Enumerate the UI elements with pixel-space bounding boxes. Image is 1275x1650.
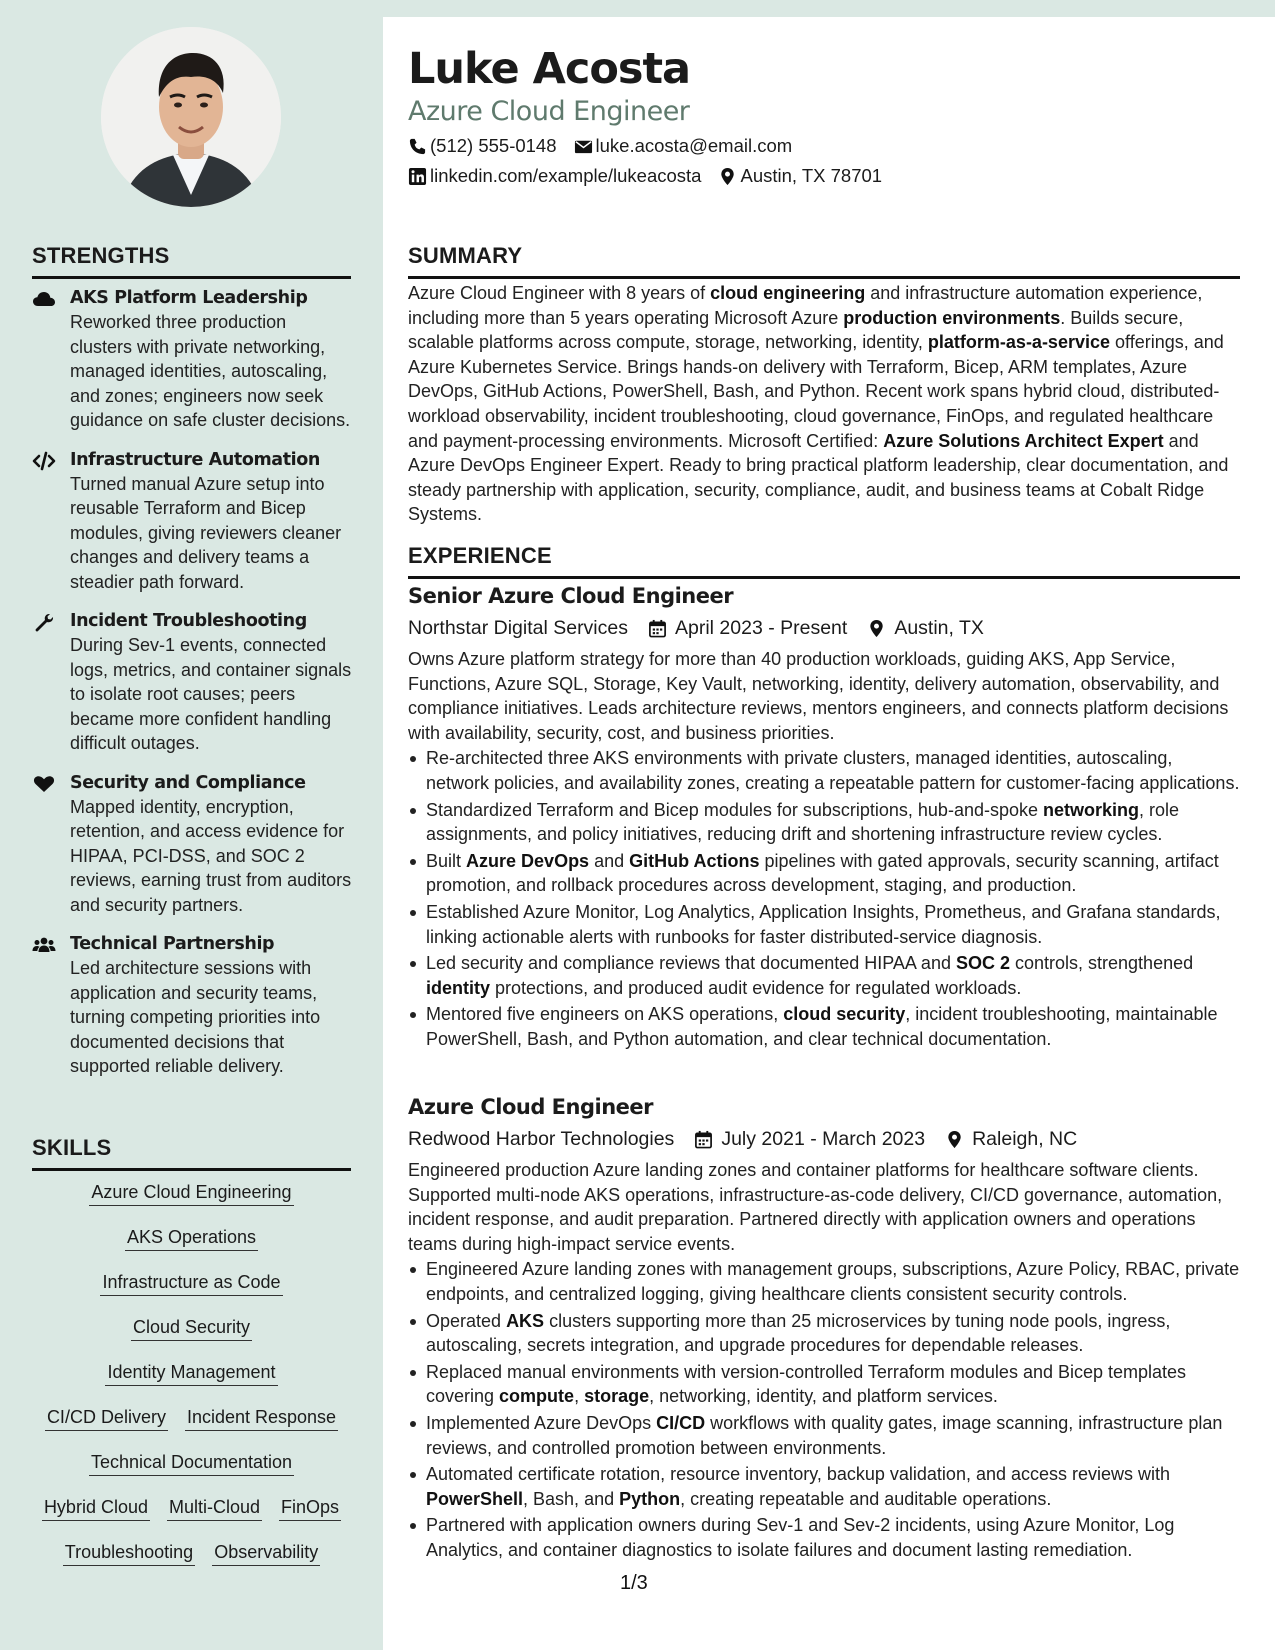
- skill-row: [32, 1180, 351, 1206]
- job-location: Raleigh, NC: [972, 1128, 1078, 1150]
- strength-title: Incident Troubleshooting: [70, 611, 307, 631]
- job-company: Northstar Digital Services: [408, 617, 628, 639]
- contact-row-2: [408, 164, 899, 188]
- location-contact: [718, 164, 882, 188]
- skill-tag: FinOps: [279, 1495, 341, 1521]
- skill-tag: Cloud Security: [131, 1315, 252, 1341]
- wrench-icon: [32, 612, 56, 632]
- strength-title: AKS Platform Leadership: [70, 288, 308, 308]
- job-title: Azure Cloud Engineer: [408, 1095, 653, 1119]
- skill-row: [32, 1495, 351, 1521]
- summary-heading: SUMMARY: [408, 243, 1240, 279]
- avatar: [101, 27, 281, 207]
- job-bullet: Engineered Azure landing zones with management groups, subscriptions, Azure Policy, RBAC, private endpoints, and centralized logging, giving healthcare clients consistent security controls.: [408, 1257, 1240, 1306]
- map-pin-icon: [867, 619, 886, 638]
- page-number: 1/3: [620, 1572, 648, 1594]
- skill-row: [32, 1315, 351, 1341]
- job-bullet: Replaced manual environments with version-controlled Terraform modules and Bicep templates covering compute, storage, networking, identity, and platform services.: [408, 1360, 1240, 1409]
- linkedin-contact: [408, 164, 701, 188]
- strength-title: Infrastructure Automation: [70, 449, 320, 470]
- strength-item: [32, 932, 352, 1079]
- strength-item: [32, 286, 352, 433]
- portrait-photo: [101, 27, 281, 207]
- skill-tag: Incident Response: [185, 1405, 338, 1431]
- strength-desc: Turned manual Azure setup into reusable Terraform and Bicep modules, giving reviewers cleaner changes and delivery teams a steadier path forward.: [70, 473, 342, 592]
- envelope-icon: [574, 137, 593, 156]
- candidate-role: Azure Cloud Engineer: [408, 96, 690, 127]
- job-meta: [408, 1124, 1240, 1154]
- calendar-icon: [694, 1130, 713, 1149]
- strength-desc: Led architecture sessions with application and security teams, turning competing priorities into documented decisions that supported reliable delivery.: [70, 958, 321, 1076]
- strengths-heading: STRENGTHS: [32, 243, 351, 279]
- job-bullet: Led security and compliance reviews that documented HIPAA and SOC 2 controls, strengthened identity protections, and produced audit evidence for regulated workloads.: [408, 951, 1240, 1000]
- linkedin-icon: [408, 167, 427, 186]
- email-text[interactable]: luke.acosta@email.com: [595, 135, 793, 156]
- email-contact: [574, 134, 793, 158]
- skill-tag: Technical Documentation: [89, 1450, 294, 1476]
- candidate-name: Luke Acosta: [408, 44, 691, 94]
- job-entry: [408, 581, 1240, 1054]
- strength-desc: During Sev-1 events, connected logs, metrics, and container signals to isolate root causes; peers became more confident handling difficult outages.: [70, 635, 352, 753]
- skill-tag: Multi-Cloud: [167, 1495, 262, 1521]
- job-bullet: Built Azure DevOps and GitHub Actions pipelines with gated approvals, security scanning, artifact promotion, and rollback procedures across development, staging, and production.: [408, 849, 1240, 898]
- phone-text[interactable]: (512) 555-0148: [430, 135, 557, 156]
- skill-row: [32, 1225, 351, 1251]
- job-bullet: Re-architected three AKS environments with private clusters, managed identities, autoscaling, network policies, and availability zones, creating a repeatable pattern for customer-facing applications.: [408, 746, 1240, 795]
- skill-tag: CI/CD Delivery: [45, 1405, 168, 1431]
- job-bullets: [408, 1257, 1240, 1562]
- map-pin-icon: [945, 1130, 964, 1149]
- users-icon: [32, 935, 56, 955]
- skill-row: [32, 1540, 351, 1566]
- phone-contact: [408, 134, 557, 158]
- linkedin-text[interactable]: linkedin.com/example/lukeacosta: [430, 165, 702, 186]
- job-bullets: [408, 746, 1240, 1051]
- skill-row: [32, 1450, 351, 1476]
- location-text: Austin, TX 78701: [740, 165, 883, 186]
- job-bullet: Established Azure Monitor, Log Analytics, Application Insights, Prometheus, and Grafana standards, linking actionable alerts with runbooks for faster distributed-service diagnosis.: [408, 900, 1240, 949]
- job-bullet: Mentored five engineers on AKS operations, cloud security, incident troubleshooting, maintainable PowerShell, Bash, and Python automation, and clear technical documentation.: [408, 1002, 1240, 1051]
- skill-tag: Troubleshooting: [63, 1540, 195, 1566]
- strength-item: [32, 771, 352, 918]
- strength-desc: Reworked three production clusters with private networking, managed identities, autoscaling, and zones; engineers now seek guidance on safe cluster decisions.: [70, 312, 351, 430]
- job-description: Owns Azure platform strategy for more than 40 production workloads, guiding AKS, App Service, Functions, Azure SQL, Storage, Key Vault, networking, identity, delivery automation, observability, and compliance initiatives. Leads architecture reviews, mentors engineers, and connects platform decisions with availability, security, cost, and business priorities.: [408, 649, 1229, 743]
- cloud-icon: [32, 289, 56, 309]
- skill-tag: Azure Cloud Engineering: [89, 1180, 293, 1206]
- heart-icon: [32, 774, 56, 794]
- strength-desc: Mapped identity, encryption, retention, and access evidence for HIPAA, PCI-DSS, and SOC 2 reviews, earning trust from auditors and security partners.: [70, 796, 352, 915]
- map-pin-icon: [718, 167, 737, 186]
- strength-item: [32, 609, 352, 756]
- job-bullet: Implemented Azure DevOps CI/CD workflows with quality gates, image scanning, infrastructure plan reviews, and controlled promotion between environments.: [408, 1411, 1240, 1460]
- job-entry: [408, 1092, 1240, 1565]
- summary-text: Azure Cloud Engineer with 8 years of cloud engineering and infrastructure automation experience, including more than 5 years operating Microsoft Azure production environments. Builds secure, scalable platforms across compute, storage, networking, identity, platform-as-a-service offerings, and Azure Kubernetes Service. Brings hands-on delivery with Terraform, Bicep, ARM templates, Azure DevOps, GitHub Actions, PowerShell, Bash, and Python. Recent work spans hybrid cloud, distributed-workload observability, incident troubleshooting, cloud governance, FinOps, and regulated healthcare and payment-processing environments. Microsoft Certified: Azure Solutions Architect Expert and Azure DevOps Engineer Expert. Ready to bring practical platform leadership, clear documentation, and steady partnership with application, security, compliance, audit, and business teams at Cobalt Ridge Systems.: [408, 283, 1229, 525]
- skill-tag: AKS Operations: [125, 1225, 258, 1251]
- strength-title: Security and Compliance: [70, 772, 306, 793]
- phone-icon: [408, 137, 427, 156]
- job-company: Redwood Harbor Technologies: [408, 1128, 675, 1150]
- skills-list: [32, 1180, 351, 1585]
- experience-heading: EXPERIENCE: [408, 543, 1240, 579]
- job-bullet: Operated AKS clusters supporting more than 25 microservices by tuning node pools, ingress, autoscaling, secrets integration, and upgrade procedures for dependable releases.: [408, 1309, 1240, 1358]
- code-icon: [32, 451, 56, 471]
- job-dates: July 2021 - March 2023: [721, 1128, 926, 1150]
- skill-tag: Observability: [212, 1540, 320, 1566]
- skills-heading: SKILLS: [32, 1135, 351, 1171]
- strength-item: [32, 448, 352, 595]
- job-bullet: Partnered with application owners during Sev-1 and Sev-2 incidents, using Azure Monitor, Log Analytics, and container diagnostics to isolate failures and document lasting remediation.: [408, 1513, 1240, 1562]
- job-bullet: Standardized Terraform and Bicep modules for subscriptions, hub-and-spoke networking, role assignments, and policy initiatives, reducing drift and shortening infrastructure review cycles.: [408, 798, 1240, 847]
- calendar-icon: [648, 619, 667, 638]
- skill-row: [32, 1360, 351, 1386]
- skill-tag: Identity Management: [105, 1360, 277, 1386]
- contact-row-1: [408, 134, 809, 158]
- job-dates: April 2023 - Present: [674, 617, 848, 639]
- strength-title: Technical Partnership: [70, 934, 275, 954]
- job-description: Engineered production Azure landing zones and container platforms for healthcare software clients. Supported multi-node AKS operations, infrastructure-as-code delivery, CI/CD governance, automation, incident response, and audit preparation. Partnered directly with application owners and operations teams during high-impact service events.: [408, 1160, 1223, 1254]
- skill-tag: Infrastructure as Code: [100, 1270, 282, 1296]
- job-bullet: Automated certificate rotation, resource inventory, backup validation, and access reviews with PowerShell, Bash, and Python, creating repeatable and auditable operations.: [408, 1462, 1240, 1511]
- job-meta: [408, 613, 1240, 643]
- job-location: Austin, TX: [894, 617, 984, 639]
- skill-row: [32, 1405, 351, 1431]
- skill-tag: Hybrid Cloud: [42, 1495, 150, 1521]
- skill-row: [32, 1270, 351, 1296]
- strengths-list: [32, 286, 352, 1094]
- job-title: Senior Azure Cloud Engineer: [408, 584, 734, 608]
